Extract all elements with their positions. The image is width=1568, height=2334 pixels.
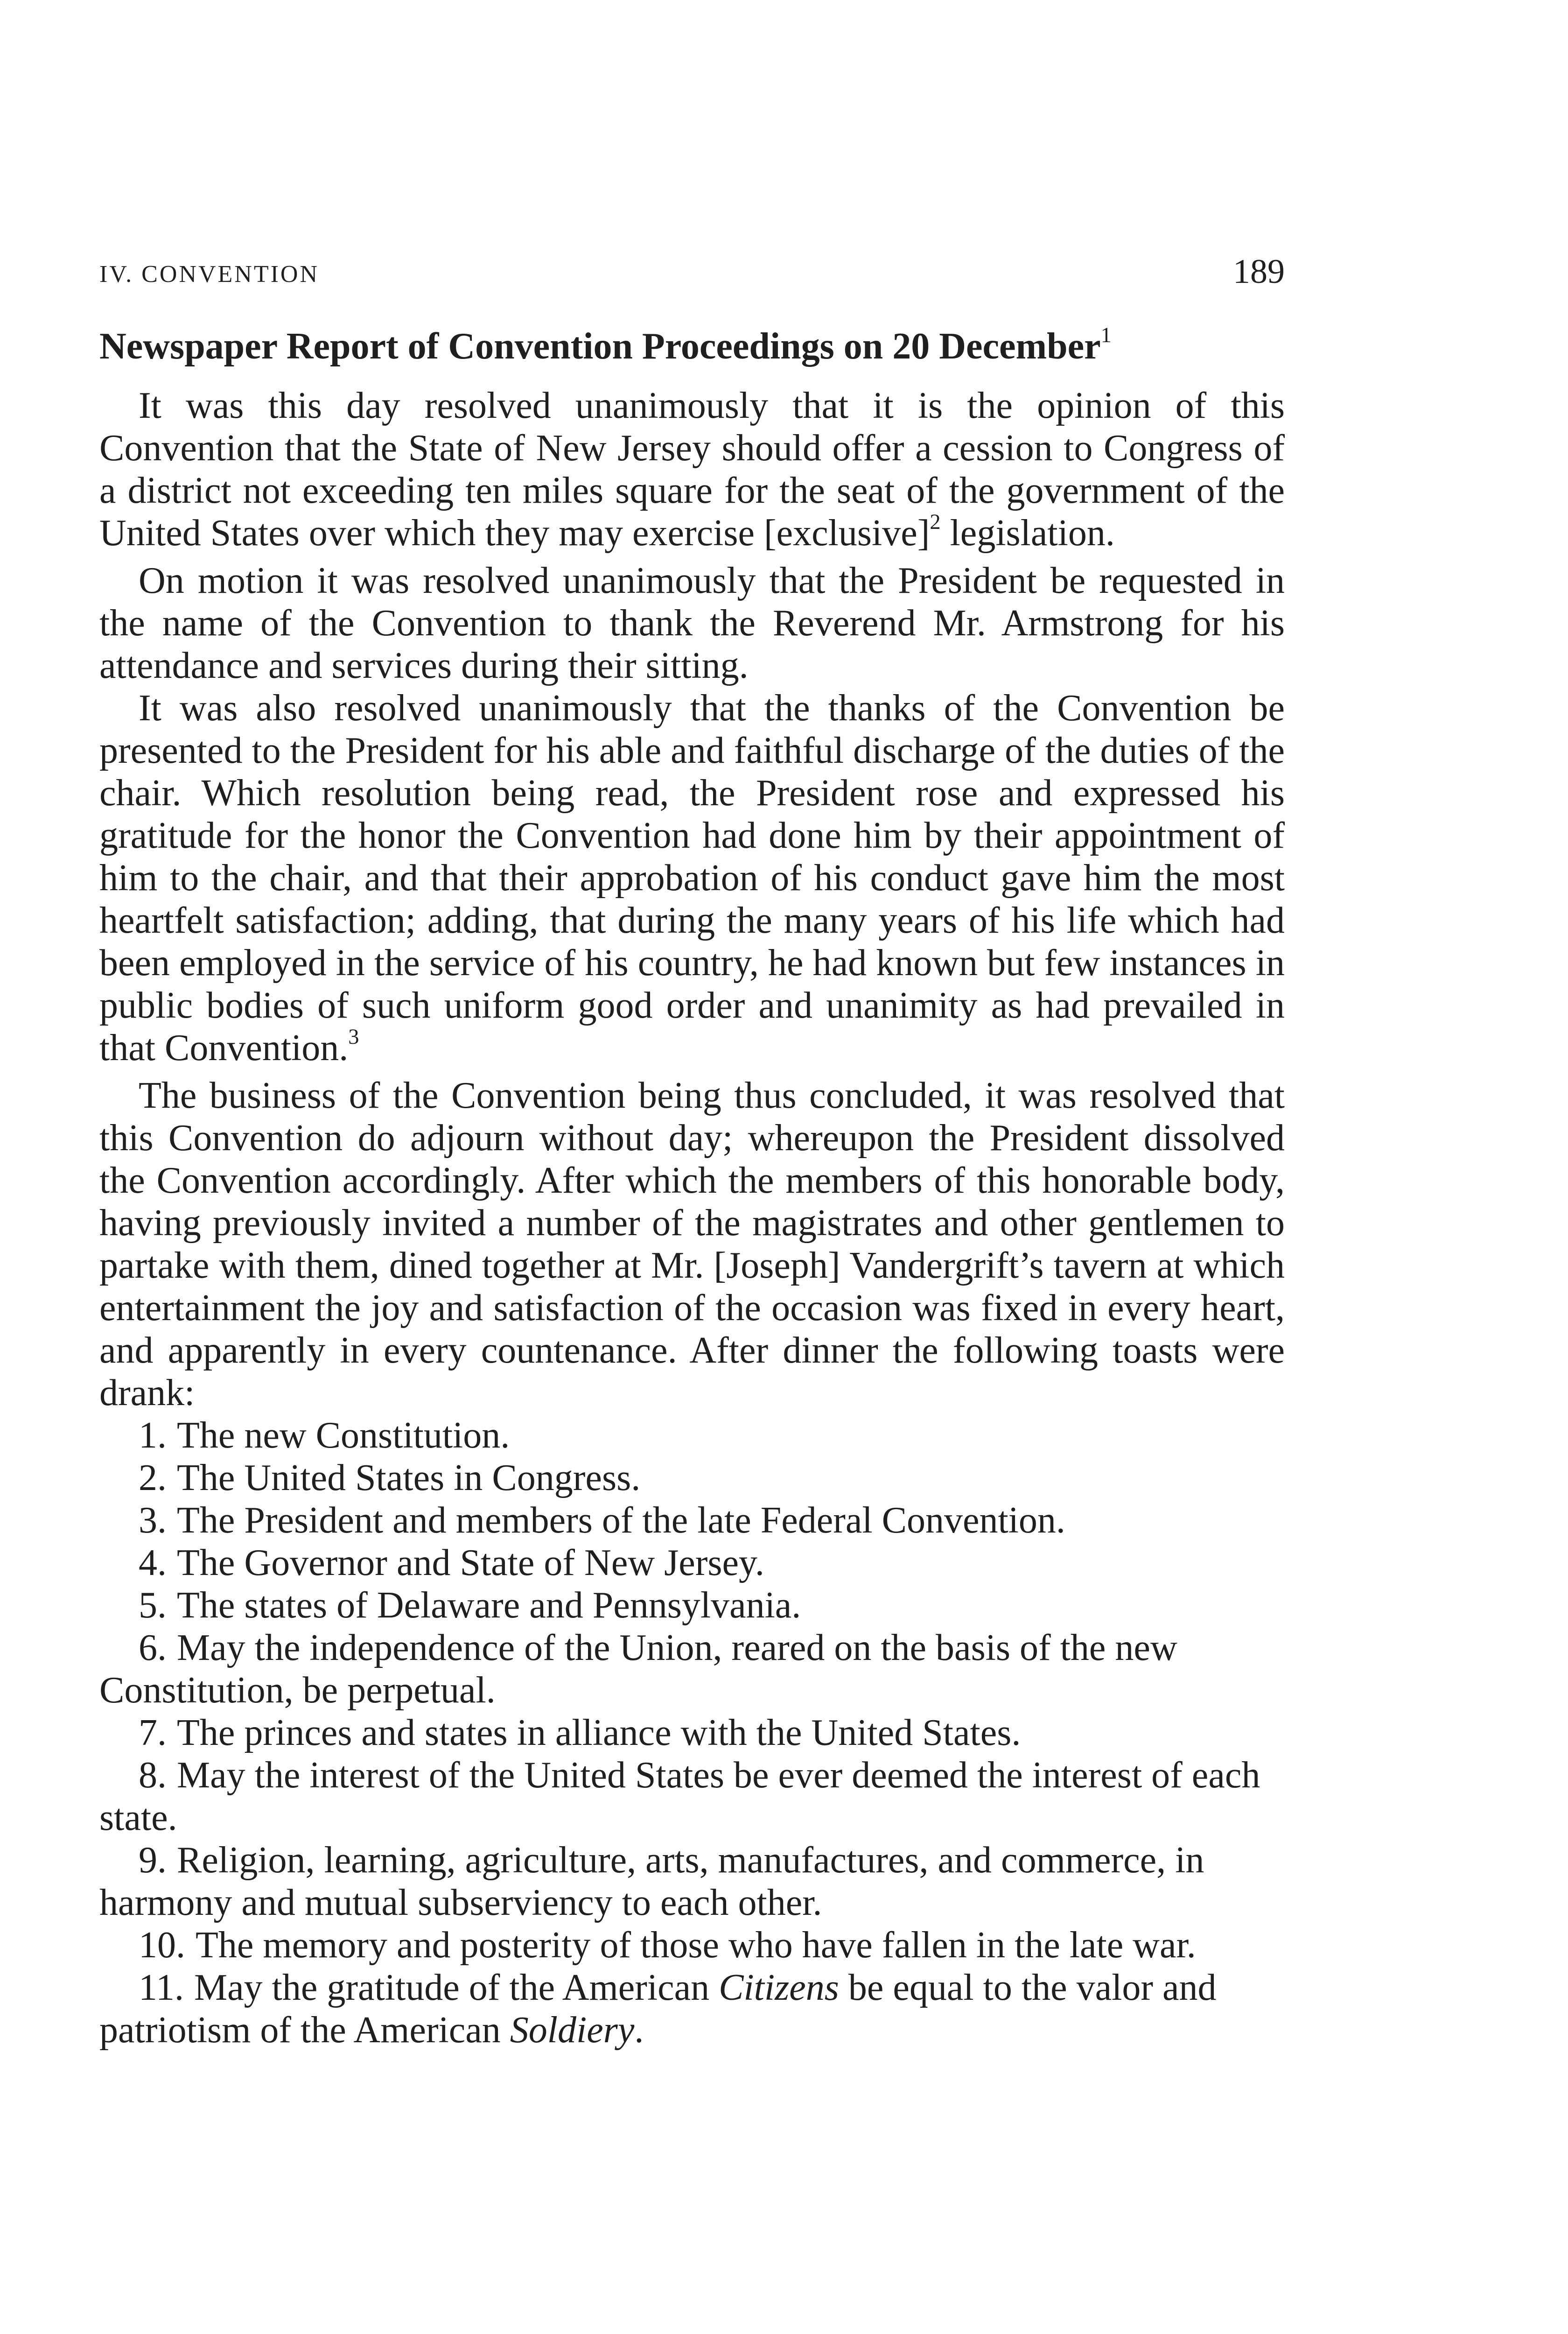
toast-item: 10. The memory and posterity of those who have fallen in the late war. <box>139 1925 1196 1966</box>
paragraph-cession-resolution: It was this day resolved unanimously that it is the opinion of this Convention that the State of New Jersey should offer a cession to Congress of a district not exceeding ten miles square for the seat of the government of the United States over which they may exercise [exclusive]$^2$ legislation. <box>99 385 1285 554</box>
toast-item: 1. The new Constitution. <box>139 1415 510 1456</box>
toast-list <box>99 1414 1285 2052</box>
footnote-ref-2: 2 <box>930 510 941 534</box>
running-head <box>99 252 1285 294</box>
toast-item: 5. The states of Delaware and Pennsylvania. <box>139 1585 801 1626</box>
paragraph-thanks-president: It was also resolved unanimously that the thanks of the Convention be presented to the President for his able and faithful discharge of the duties of the chair. Which resolution being read, the President rose and expressed his gratitude for the honor the Convention had done him by their appointment of him to the chair, and that their approbation of his conduct gave him the most heartfelt satisfaction; adding, that during the many years of his life which had been employed in the service of his country, he had known but few instances in public bodies of such uniform good order and unanimity as had prevailed in that Convention.$^3$ <box>99 688 1285 1069</box>
toast-item: 9. Religion, learning, agriculture, arts, manufactures, and commerce, in harmony and mutual subserviency to each other. <box>99 1840 1204 1923</box>
toast-item: 4. The Governor and State of New Jersey. <box>139 1542 764 1583</box>
paragraph-thank-armstrong: On motion it was resolved unanimously that the President be requested in the name of the Convention to thank the Reverend Mr. Armstrong for his attendance and services during their sitting. <box>99 560 1285 686</box>
section-label: IV. CONVENTION <box>99 261 320 288</box>
title-text: Newspaper Report of Convention Proceedings on 20 December <box>99 326 1101 367</box>
document-page <box>99 252 1285 2052</box>
page-number: 189 <box>1233 253 1285 291</box>
toast-item: 2. The United States in Congress. <box>139 1457 641 1498</box>
footnote-ref-3: 3 <box>348 1025 359 1049</box>
toast-item: 3. The President and members of the late Federal Convention. <box>139 1500 1065 1541</box>
toast-item: 7. The princes and states in alliance with the United States. <box>139 1712 1021 1753</box>
toast-item: 6. May the independence of the Union, reared on the basis of the new Constitution, be perpetual. <box>99 1627 1177 1711</box>
toast-item-citizens-soldiery: 11. May the gratitude of the American Citizens be equal to the valor and patriotism of the American Soldiery. <box>99 1967 1217 2051</box>
document-title <box>99 322 1285 376</box>
paragraph-adjournment: The business of the Convention being thus concluded, it was resolved that this Convention do adjourn without day; whereupon the President dissolved the Convention accordingly. After which the members of this honorable body, having previously invited a number of the magistrates and other gentlemen to partake with them, dined together at Mr. [Joseph] Vandergrift’s tavern at which entertainment the joy and satisfaction of the occasion was fixed in every heart, and apparently in every countenance. After dinner the following toasts were drank: <box>99 1075 1285 1413</box>
footnote-ref-1: 1 <box>1100 323 1112 348</box>
toast-item: 8. May the interest of the United States be ever deemed the interest of each state. <box>99 1755 1260 1838</box>
